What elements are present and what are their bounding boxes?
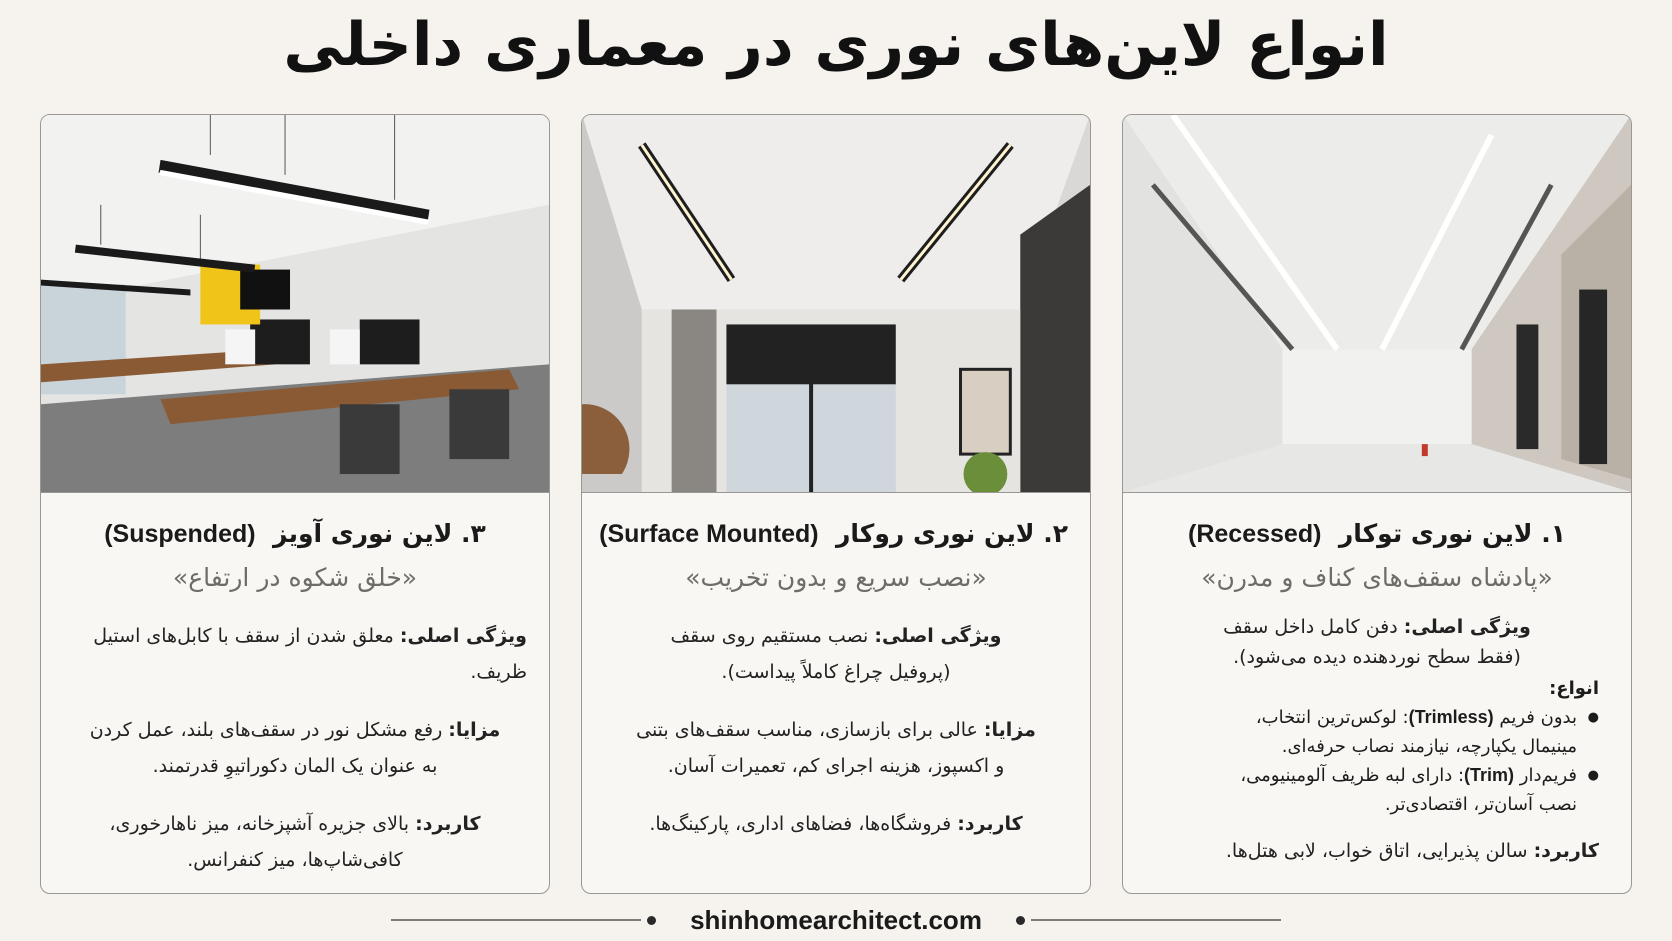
suspended-photo [41, 115, 549, 493]
list-item: ● بدون فریم (Trimless): لوکس‌ترین انتخاب، مینیمال یکپارچه، نیازمند نصاب حرفه‌ای. [1145, 703, 1599, 761]
cards-row [40, 114, 1632, 894]
types-label: انواع: [1549, 678, 1599, 699]
main-feature: ویژگی اصلی: نصب مستقیم روی سقف (پروفیل چراغ کاملاً پیداست). [670, 625, 1002, 683]
footer [0, 900, 1672, 940]
page-title: انواع لاین‌های نوری در معماری داخلی [283, 10, 1389, 80]
types-list [1145, 703, 1609, 819]
surface-mounted-photo [582, 115, 1090, 493]
card-title: ۳. لاین نوری آویز (Suspended) [104, 519, 486, 548]
card-surface-mounted [581, 114, 1091, 894]
card-title: ۱. لاین نوری توکار (Recessed) [1188, 519, 1566, 548]
usage: کاربرد: سالن پذیرایی، اتاق خواب، لابی هتل‌ها. [1225, 840, 1599, 862]
card-title: ۲. لاین نوری روکار (Surface Mounted) [599, 519, 1068, 548]
usage: کاربرد: بالای جزیره آشپزخانه، میز ناهارخوری، کافی‌شاپ‌ها، میز کنفرانس. [109, 813, 481, 871]
card-recessed [1122, 114, 1632, 894]
card-tagline: «خلق شکوه در ارتفاع» [172, 563, 418, 592]
card-tagline: «نصب سریع و بدون تخریب» [685, 563, 987, 592]
main-feature: ویژگی اصلی: معلق شدن از سقف با کابل‌های استیل ظریف. [93, 625, 527, 683]
list-item: ● فریم‌دار (Trim): دارای لبه ظریف آلومینیومی، نصب آسان‌تر، اقتصادی‌تر. [1145, 761, 1599, 819]
main-feature: ویژگی اصلی: دفن کامل داخل سقف (فقط سطح نوردهنده دیده می‌شود). [1223, 616, 1531, 668]
website-link[interactable]: shinhomearchitect.com [690, 904, 982, 935]
card-tagline: «پادشاه سقف‌های کناف و مدرن» [1201, 563, 1553, 592]
advantages: مزایا: رفع مشکل نور در سقف‌های بلند، عمل کردن به عنوان یک المان دکوراتیوِ قدرتمند. [89, 719, 501, 777]
footer-line [1031, 919, 1281, 921]
footer-line [391, 919, 641, 921]
card-suspended [40, 114, 550, 894]
footer-dot [647, 916, 656, 925]
advantages: مزایا: عالی برای بازسازی، مناسب سقف‌های بتنی و اکسپوز، هزینه اجرای کم، تعمیرات آسان. [636, 719, 1036, 777]
usage: کاربرد: فروشگاه‌ها، فضاهای اداری، پارکینگ‌ها. [649, 813, 1023, 835]
footer-dot [1016, 916, 1025, 925]
recessed-photo [1123, 115, 1631, 493]
